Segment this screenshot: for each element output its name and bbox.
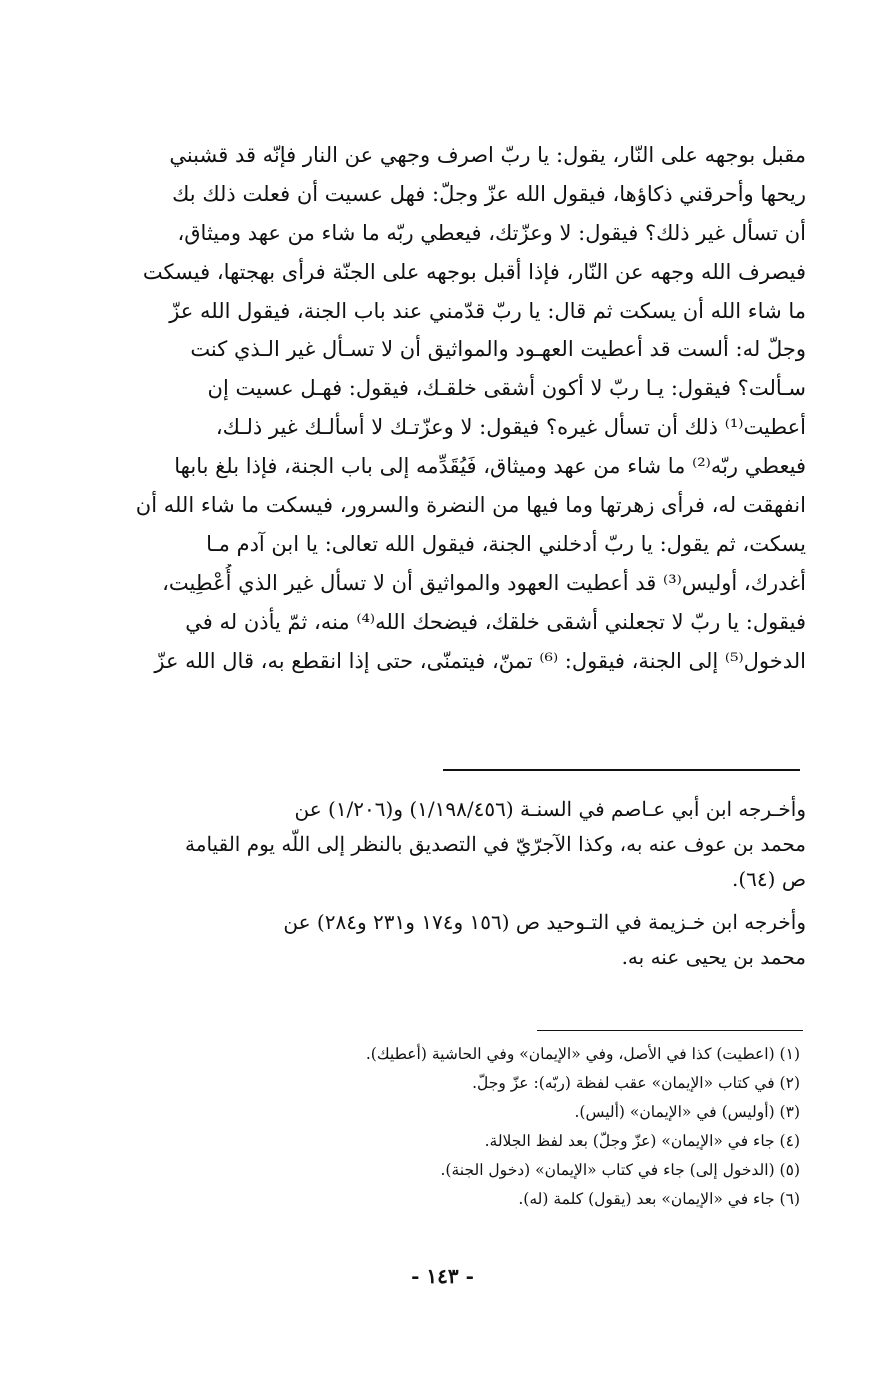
takhrij-commentary: [82, 792, 806, 975]
main-text-line: ريحها وأحرقني ذكاؤها، فيقول الله عزّ وجلّ: فهل عسيت أن فعلت ذلك بك: [172, 181, 806, 206]
footnote-1: (١) (اعطيت) كذا في الأصل، وفي «الإيمان» وفي الحاشية (أعطيك).: [365, 1045, 800, 1063]
commentary-paragraph: [82, 792, 806, 897]
commentary-line: وأخـرجه ابن أبي عـاصم في السنـة (١/١٩٨/٤٥٦) و(١/٢٠٦) عن: [294, 797, 806, 821]
main-text-line: فيقول: يا ربّ لا تجعلني أشقى خلقك، فيضحك الله⁽⁴⁾ منه، ثمّ يأذن له في: [185, 609, 806, 634]
footnote-3: (٣) (أوليس) في «الإيمان» (أليس).: [574, 1103, 800, 1121]
footnotes-block: [150, 1040, 800, 1214]
commentary-paragraph: [82, 905, 806, 975]
main-text-line: أغدرك، أوليس⁽³⁾ قد أعطيت العهود والمواثيق أن لا تسأل غير الذي أُعْطِيت،: [162, 570, 806, 595]
main-text-line: وجلّ له: ألست قد أعطيت العهـود والمواثيق أن لا تسـأل غير الـذي كنت: [190, 337, 806, 362]
footnote-6: (٦) جاء في «الإيمان» بعد (يقول) كلمة (له).: [518, 1190, 800, 1208]
main-text-line: فيصرف الله وجهه عن النّار، فإذا أقبل بوجهه على الجنّة فرأى بهجتها، فيسكت: [142, 259, 806, 284]
commentary-line: محمد بن عوف عنه به، وكذا الآجرّيّ في التصديق بالنظر إلى اللّه يوم القيامة: [185, 832, 806, 856]
page-number: - ١٤٣ -: [411, 1264, 474, 1288]
footnote-2: (٢) في كتاب «الإيمان» عقب لفظة (ربّه): عزّ وجلّ.: [472, 1074, 800, 1092]
footnote-divider: [537, 1030, 803, 1031]
commentary-line: محمد بن يحيى عنه به.: [621, 945, 806, 969]
main-text-line: سـألت؟ فيقول: يـا ربّ لا أكون أشقى خلقـك، فيقول: فهـل عسيت إن: [207, 376, 806, 401]
main-text-line: انفهقت له، فرأى زهرتها وما فيها من النضرة والسرور، فيسكت ما شاء الله أن: [135, 493, 806, 518]
main-text-line: يسكت، ثم يقول: يا ربّ أدخلني الجنة، فيقول الله تعالى: يا ابن آدم مـا: [206, 531, 806, 556]
commentary-line: ص (٦٤).: [732, 867, 806, 891]
main-text-line: الدخول⁽⁵⁾ إلى الجنة، فيقول: ⁽⁶⁾ تمنّ، فيتمنّى، حتى إذا انقطع به، قال الله عزّ: [154, 648, 806, 673]
commentary-line: وأخرجه ابن خـزيمة في التـوحيد ص (١٥٦ و١٧٤ و٢٣١ و٢٨٤) عن: [283, 910, 806, 934]
main-text-line: مقبل بوجهه على النّار، يقول: يا ربّ اصرف وجهي عن النار فإنّه قد قشبني: [169, 143, 806, 167]
main-text-line: أن تسأل غير ذلك؟ فيقول: لا وعزّتك، فيعطي ربّه ما شاء من عهد وميثاق،: [177, 220, 806, 245]
main-text-line: أعطيت⁽¹⁾ ذلك أن تسأل غيره؟ فيقول: لا وعزّتـك لا أسألـك غير ذلـك،: [215, 415, 806, 440]
footnote-4: (٤) جاء في «الإيمان» (عزّ وجلّ) بعد لفظ الجلالة.: [484, 1132, 800, 1150]
footnote-5: (٥) (الدخول إلى) جاء في كتاب «الإيمان» (دخول الجنة).: [440, 1161, 800, 1179]
main-text-block: [82, 136, 806, 680]
main-text-line: فيعطي ربّه⁽²⁾ ما شاء من عهد وميثاق، فَيُقَدِّمه إلى باب الجنة، فإذا بلغ بابها: [174, 454, 806, 479]
section-divider: [443, 769, 800, 771]
main-text-line: ما شاء الله أن يسكت ثم قال: يا ربّ قدّمني عند باب الجنة، فيقول الله عزّ: [169, 298, 806, 323]
